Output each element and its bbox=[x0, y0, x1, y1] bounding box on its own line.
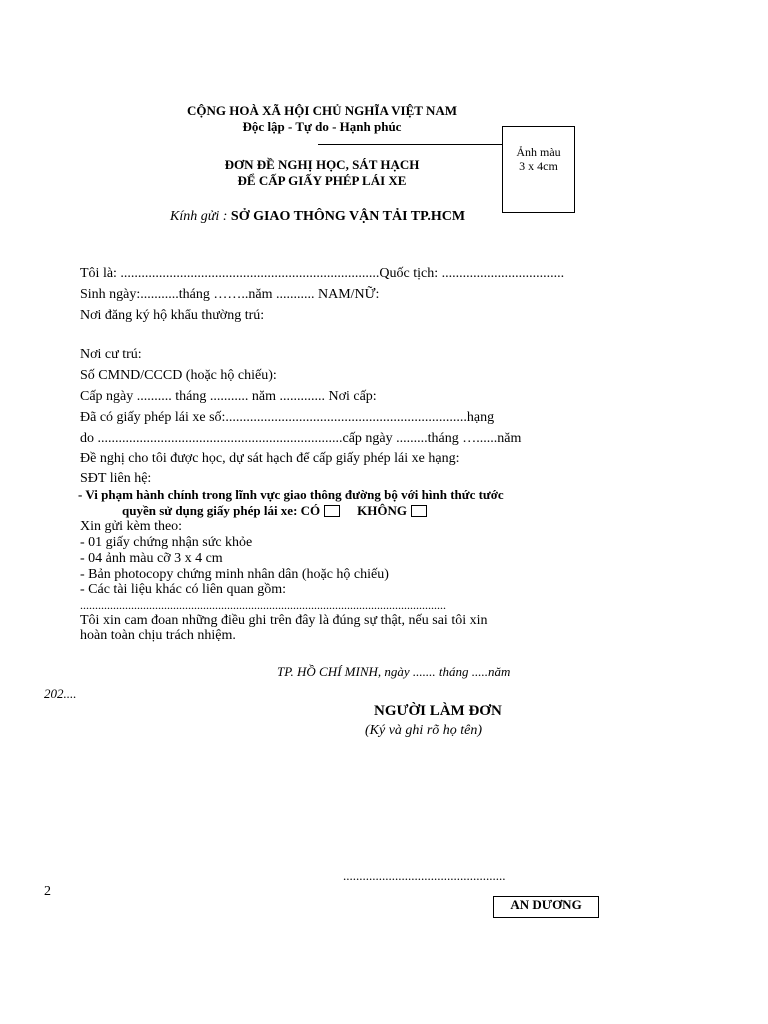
recipient-label: Kính gửi : bbox=[170, 209, 231, 224]
phone-line: SĐT liên hệ: bbox=[80, 471, 152, 486]
declaration-line1: Tôi xin cam đoan những điều ghi trên đây là đúng sự thật, nếu sai tôi xin bbox=[80, 613, 488, 628]
attachments-heading: Xin gửi kèm theo: bbox=[80, 519, 183, 534]
attachment-item: - 01 giấy chứng nhận sức khỏe bbox=[80, 535, 253, 550]
declaration-line2: hoàn toàn chịu trách nhiệm. bbox=[80, 628, 236, 643]
recipient bbox=[170, 209, 465, 225]
header-divider bbox=[318, 144, 502, 145]
year-field: 202.... bbox=[44, 686, 77, 701]
photo-size: 3 x 4cm bbox=[519, 159, 558, 173]
form-title-line2: ĐỂ CẤP GIẤY PHÉP LÁI XE bbox=[237, 173, 407, 188]
office-label-box: AN DƯƠNG bbox=[493, 896, 599, 918]
attachment-item: - Bản photocopy chứng minh nhân dân (hoặc hộ chiếu) bbox=[80, 567, 389, 582]
form-title-line1: ĐƠN ĐỀ NGHỊ HỌC, SÁT HẠCH bbox=[224, 157, 420, 172]
violation-option-no-label: KHÔNG bbox=[357, 503, 407, 518]
photo-placeholder bbox=[502, 126, 575, 213]
violation-option-yes-label: quyền sử dụng giấy phép lái xe: CÓ bbox=[122, 503, 321, 518]
registered-residence-line: Nơi đăng ký hộ khẩu thường trú: bbox=[80, 308, 265, 323]
page-number: 2 bbox=[44, 884, 51, 899]
requested-class-line: Đề nghị cho tôi được học, dự sát hạch để cấp giấy phép lái xe hạng: bbox=[80, 451, 460, 466]
signer-note: (Ký và ghi rõ họ tên) bbox=[365, 723, 483, 738]
existing-license-line: Đã có giấy phép lái xe số:.....................................................................hạng bbox=[80, 410, 495, 425]
license-issuer-line: do ......................................................................cấp ngày .........tháng …......năm bbox=[80, 431, 522, 446]
place-date: TP. HỒ CHÍ MINH, ngày ....... tháng .....năm bbox=[277, 664, 511, 679]
signer-title: NGƯỜI LÀM ĐƠN bbox=[374, 703, 502, 719]
name-nationality-line: Tôi là: ..........................................................................Quốc tịch: ................................... bbox=[80, 266, 565, 281]
violation-question-cont bbox=[122, 503, 431, 519]
birth-gender-line: Sinh ngày:...........tháng ……..năm ........... NAM/NỮ: bbox=[80, 287, 380, 302]
photo-label: Ảnh màu bbox=[516, 145, 561, 159]
nation-heading: CỘNG HOÀ XÃ HỘI CHỦ NGHĨA VIỆT NAM bbox=[186, 103, 458, 118]
id-issue-line: Cấp ngày .......... tháng ........... năm ............. Nơi cấp: bbox=[80, 389, 377, 404]
yes-checkbox[interactable] bbox=[324, 505, 340, 517]
attachment-dots: .......................................................................................................................... bbox=[80, 598, 446, 612]
motto-heading: Độc lập - Tự do - Hạnh phúc bbox=[242, 119, 402, 134]
residence-line: Nơi cư trú: bbox=[80, 347, 142, 362]
no-checkbox[interactable] bbox=[411, 505, 427, 517]
attachment-item: - Các tài liệu khác có liên quan gồm: bbox=[80, 582, 287, 597]
id-number-line: Số CMND/CCCD (hoặc hộ chiếu): bbox=[80, 368, 277, 383]
recipient-agency: SỞ GIAO THÔNG VẬN TẢI TP.HCM bbox=[230, 209, 466, 224]
attachment-item: - 04 ảnh màu cỡ 3 x 4 cm bbox=[80, 551, 223, 566]
signature-line: .................................................. bbox=[343, 868, 506, 883]
violation-question: - Vi phạm hành chính trong lĩnh vực giao thông đường bộ với hình thức tước bbox=[78, 487, 504, 502]
